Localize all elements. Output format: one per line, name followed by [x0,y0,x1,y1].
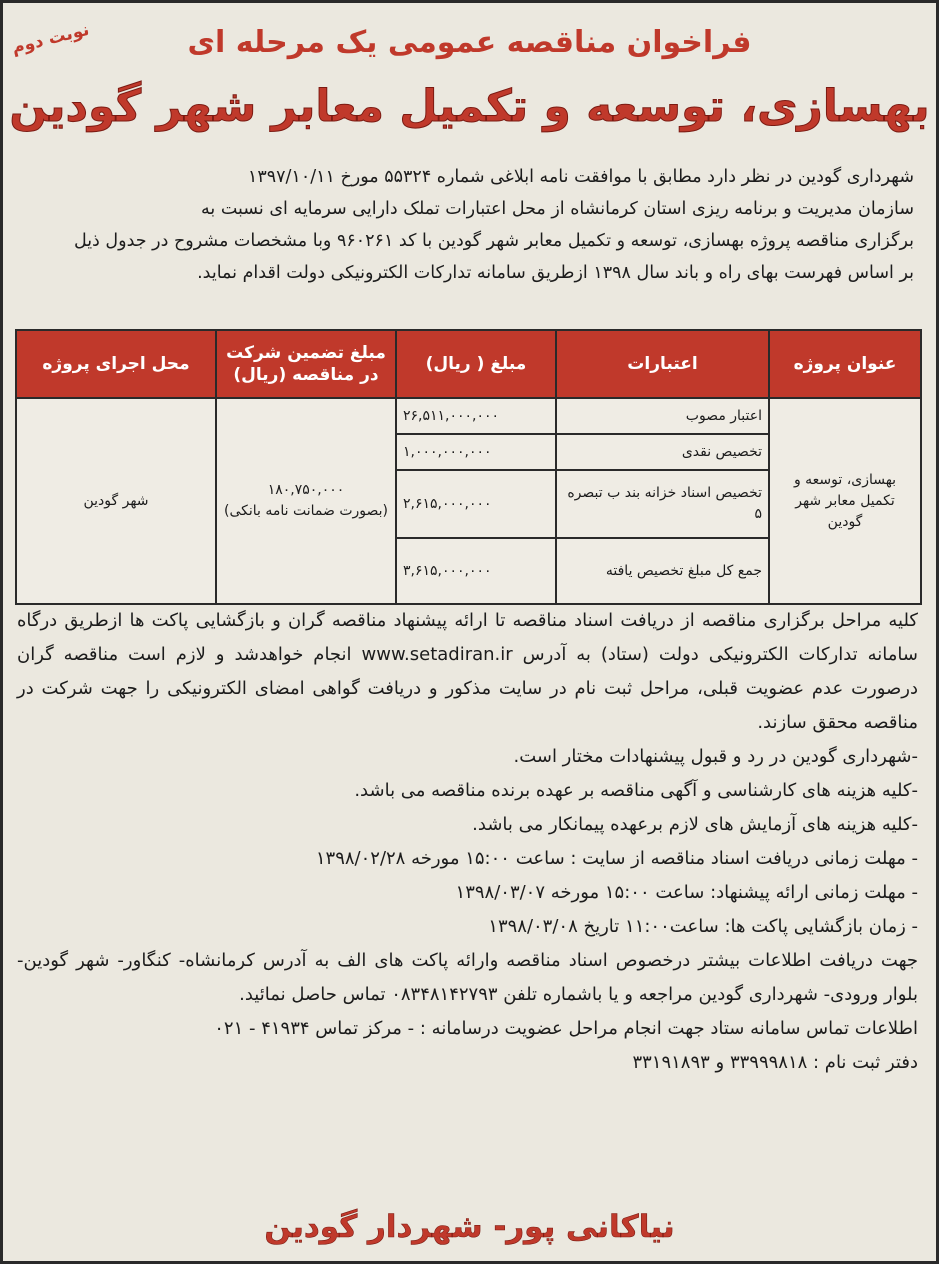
term-line: -کلیه هزینه های آزمایش های لازم برعهده پیمانکار می باشد. [472,814,918,835]
intro-line: بر اساس فهرست بهای راه و باند سال ۱۳۹۸ ازطریق سامانه تدارکات الکترونیکی دولت اقدام نماید. [197,263,914,283]
guarantee-note: (بصورت ضمانت نامه بانکی) [223,503,388,519]
header-project-title: عنوان پروژه [769,330,921,398]
contact-paragraph: جهت دریافت اطلاعات بیشتر درخصوص اسناد مناقصه وارائه پاکت های الف به آدرس کرمانشاه- کنگاور- شهر گودین- بلوار ورودی- شهرداری گودین مراجعه و یا باشماره تلفن ۰۸۳۴۸۱۴۲۷۹۳ تماس حاصل نمائید. [17,950,918,1005]
intro-line: برگزاری مناقصه پروژه بهسازی، توسعه و تکمیل معابر شهر گودین با کد ۹۶۰۲۶۱ وبا مشخصات مشروح در جدول ذیل [73,231,914,251]
term-line: -شهرداری گودین در رد و قبول پیشنهادات مختار است. [513,746,918,767]
guarantee-amount: ۱۸۰,۷۵۰,۰۰۰ [267,482,345,498]
deadline-line: - مهلت زمانی دریافت اسناد مناقصه از سایت : ساعت ۱۵:۰۰ مورخه ۱۳۹۸/۰۲/۲۸ [315,848,918,869]
cell-guarantee [216,398,396,604]
notice-title: فراخوان مناقصه عمومی یک مرحله ای [187,25,752,60]
cell-amount: ۲۶,۵۱۱,۰۰۰,۰۰۰ [396,398,556,434]
terms-section [17,604,918,1080]
project-table [15,329,922,605]
cell-amount: ۲,۶۱۵,۰۰۰,۰۰۰ [396,470,556,538]
cell-credit: تخصیص اسناد خزانه بند ب تبصره ۵ [556,470,769,538]
header-credits: اعتبارات [556,330,769,398]
cell-amount: ۳,۶۱۵,۰۰۰,۰۰۰ [396,538,556,604]
cell-credit: تخصیص نقدی [556,434,769,470]
header-location: محل اجرای پروژه [16,330,216,398]
cell-credit: جمع کل مبلغ تخصیص یافته [556,538,769,604]
term-line: -کلیه هزینه های کارشناسی و آگهی مناقصه بر عهده برنده مناقصه می باشد. [354,780,918,801]
cell-location: شهر گودین [16,398,216,604]
contact-line: دفتر ثبت نام : ۳۳۹۹۹۸۱۸ و ۳۳۱۹۱۸۹۳ [632,1052,918,1073]
cell-credit: اعتبار مصوب [556,398,769,434]
header-guarantee: مبلغ تضمین شرکت در مناقصه (ریال) [216,330,396,398]
project-headline: بهسازی، توسعه و تکمیل معابر شهر گودین [9,81,930,132]
contact-line: اطلاعات تماس سامانه ستاد جهت انجام مراحل عضویت درسامانه : - مرکز تماس ۴۱۹۳۴ - ۰۲۱ [214,1018,918,1039]
deadline-line: - زمان بازگشایی پاکت ها: ساعت۱۱:۰۰ تاریخ ۱۳۹۸/۰۳/۰۸ [488,916,918,937]
header-amount: مبلغ ( ریال) [396,330,556,398]
cell-amount: ۱,۰۰۰,۰۰۰,۰۰۰ [396,434,556,470]
signature: نیاکانی پور- شهردار گودین [264,1209,675,1245]
cell-project-title: بهسازی، توسعه و تکمیل معابر شهر گودین [769,398,921,604]
intro-paragraph [33,161,914,289]
intro-line: شهرداری گودین در نظر دارد مطابق با موافقت نامه ابلاغی شماره ۵۵۳۲۴ مورخ ۱۳۹۷/۱۰/۱۱ [247,167,914,187]
round-badge: نوبت دوم [9,19,92,59]
intro-line: سازمان مدیریت و برنامه ریزی استان کرمانشاه از محل اعتبارات تملک دارایی سرمایه ای نسبت به [201,199,914,219]
deadline-line: - مهلت زمانی ارائه پیشنهاد: ساعت ۱۵:۰۰ مورخه ۱۳۹۸/۰۳/۰۷ [455,882,918,903]
process-paragraph: کلیه مراحل برگزاری مناقصه از دریافت اسناد مناقصه تا ارائه پیشنهاد مناقصه گران و بازگشایی پاکت ها ازطریق درگاه سامانه تدارکات الکترونیکی دولت (ستاد) به آدرس www.setadiran.ir انجام خواهدشد و لازم است مناقصه گران درصورت عدم عضویت قبلی، مراحل ثبت نام در سایت مذکور و دریافت گواهی امضای الکترونیکی را جهت شرکت در مناقصه محقق سازند. [17,610,918,733]
